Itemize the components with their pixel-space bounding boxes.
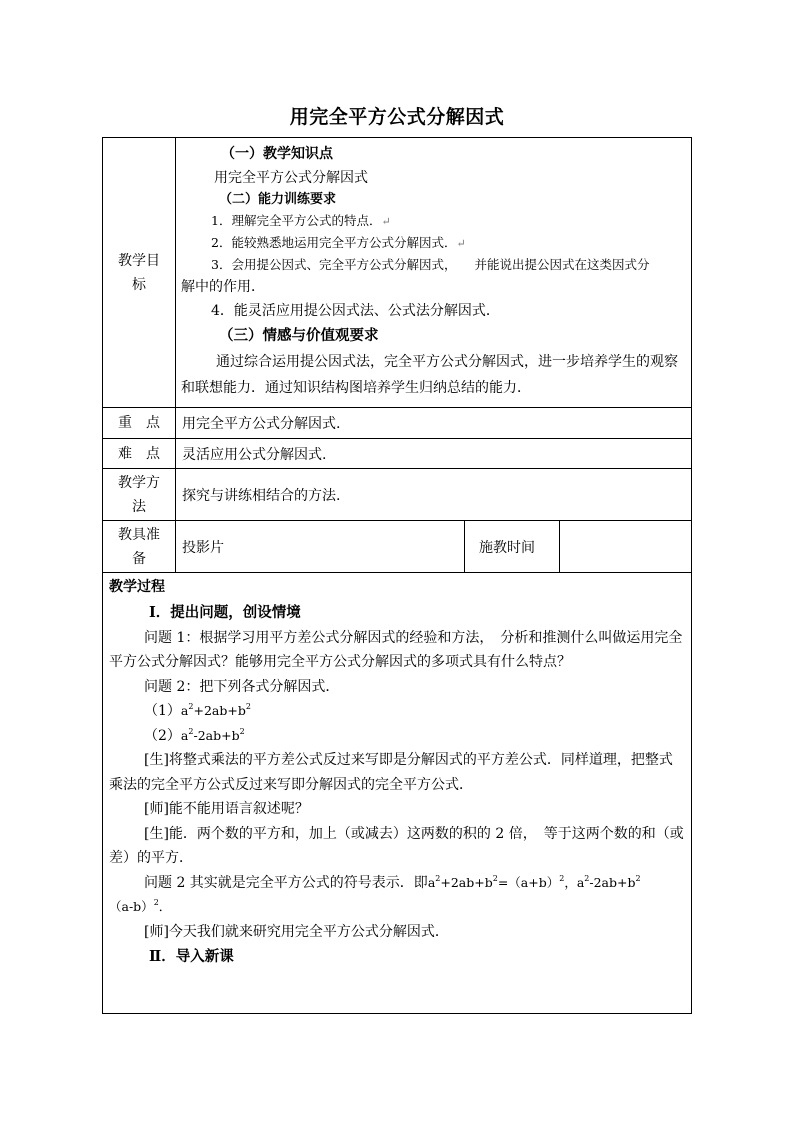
- student-answer-1: [生]将整式乘法的平方差公式反过来写即是分解因式的平方差公式．同样道理，把整式乘法的完全平方公式反过来写即分解因式的完全平方公式．: [109, 752, 673, 793]
- difficulty-text: 灵活应用公式分解因式.: [176, 439, 692, 469]
- emotion-heading: （三）情感与价值观要求: [219, 327, 379, 344]
- ability-item-3: 3．会用提公因式、完全平方公式分解因式， 并能说出提公因式在这类因式分: [211, 257, 650, 272]
- ability-heading: （二）能力训练要求: [219, 192, 337, 207]
- ability-item-2: 2．能较熟悉地运用完全平方公式分解因式．↵: [211, 235, 466, 250]
- question-2: 问题 2：把下列各式分解因式．: [144, 678, 340, 695]
- return-mark-icon: ↵: [381, 215, 391, 228]
- ability-item-4: 4．能灵活应用提公因式法、公式法分解因式．: [211, 303, 500, 319]
- objectives-label: 教学目 标: [103, 138, 176, 408]
- time-label: 施教时间: [465, 521, 560, 573]
- ability-item-1: 1．理解完全平方公式的特点．↵: [211, 213, 391, 228]
- lesson-plan-table: [102, 137, 692, 1014]
- teacher-statement: [师]今天我们就来研究用完全平方公式分解因式．: [144, 923, 449, 940]
- emotion-text: 通过综合运用提公因式法，完全平方公式分解因式，进一步培养学生的观察和联想能力．通过知识结构图培养学生归纳总结的能力．: [181, 354, 678, 396]
- knowledge-heading: （一）教学知识点: [221, 146, 333, 162]
- key-point-text: 用完全平方公式分解因式.: [176, 408, 692, 439]
- section-2-heading: Ⅱ．导入新课: [149, 948, 234, 965]
- method-text: 探究与讲练相结合的方法.: [176, 469, 692, 521]
- formula-summary: 问题 2 其实就是完全平方公式的符号表示．即$a^2+2ab+b^2=(a+b)^2$，$a^2-2ab+b^2(a-b)^2$．: [109, 873, 641, 914]
- difficulty-label: 难 点: [103, 439, 176, 469]
- process-heading: 教学过程: [109, 579, 165, 595]
- expression-2: $(2)a^2-2ab+b^2$: [144, 726, 245, 744]
- expression-1: $(1)a^2+2ab+b^2$: [144, 702, 251, 719]
- process-content: [103, 573, 692, 1014]
- tools-row: [103, 521, 692, 573]
- time-value: [560, 521, 692, 573]
- objectives-row: [103, 138, 692, 408]
- tools-label: 教具准 备: [103, 521, 176, 573]
- key-point-row: [103, 408, 692, 439]
- teacher-question-1: [师]能不能用语言叙述呢？: [144, 801, 309, 817]
- tools-text: 投影片: [176, 521, 465, 573]
- return-mark-icon: ↵: [456, 237, 466, 250]
- objectives-content: [176, 138, 692, 408]
- page-title: 用完全平方公式分解因式: [289, 106, 505, 128]
- method-row: [103, 469, 692, 521]
- section-1-heading: Ⅰ．提出问题，创设情境: [149, 603, 301, 621]
- ability-item-3-cont: 解中的作用．: [181, 279, 265, 295]
- knowledge-item: 用完全平方公式分解因式: [214, 170, 368, 186]
- student-answer-2: [生]能．两个数的平方和，加上（或减去）这两数的积的 2 倍， 等于这两个数的和（或差）的平方．: [109, 825, 684, 866]
- method-label: 教学方 法: [103, 469, 176, 521]
- process-row: [103, 573, 692, 1014]
- key-point-label: 重 点: [103, 408, 176, 439]
- difficulty-row: [103, 439, 692, 469]
- question-1: 问题 1：根据学习用平方差公式分解因式的经验和方法， 分析和推测什么叫做运用完全平方公式分解因式？能够用完全平方公式分解因式的多项式具有什么特点？: [109, 629, 683, 670]
